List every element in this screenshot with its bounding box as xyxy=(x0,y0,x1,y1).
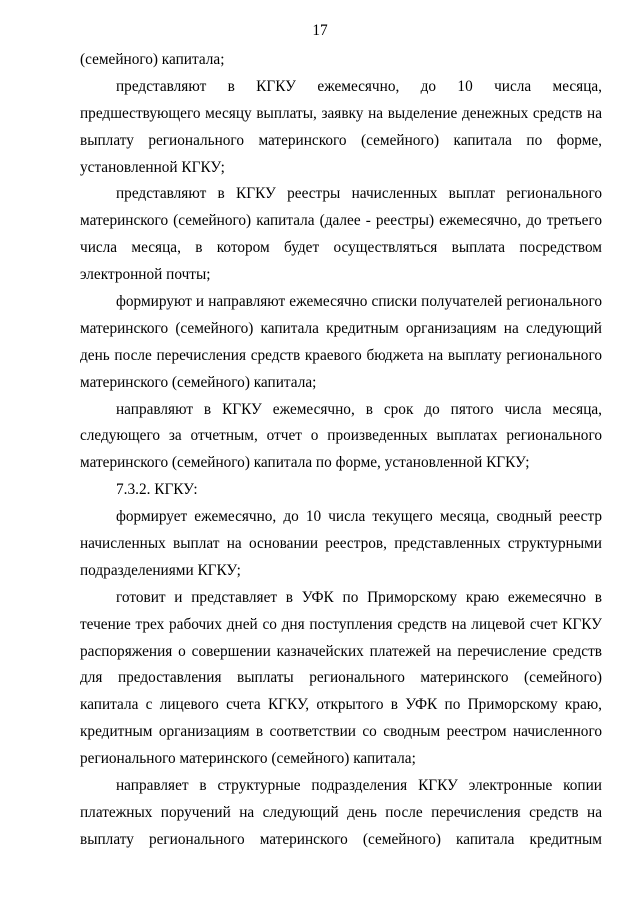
text-line: течение трех рабочих дней со дня поступления средств на лицевой счет КГКУ xyxy=(80,615,602,633)
text-line: для предоставления выплаты регионального материнского (семейного) xyxy=(80,669,602,687)
text-line: направляют в КГКУ ежемесячно, в срок до пятого числа месяца, xyxy=(116,400,602,418)
text-line: подразделениями КГКУ; xyxy=(80,561,241,579)
text-line: представляют в КГКУ ежемесячно, до 10 числа месяца, xyxy=(116,77,602,95)
text-line: распоряжения о совершении казначейских платежей на перечисление средств xyxy=(80,642,602,660)
text-line: (семейного) капитала; xyxy=(80,51,225,68)
text-line: выплату регионального материнского (семейного) капитала кредитным xyxy=(80,830,602,848)
text-line: день после перечисления средств краевого бюджета на выплату регионального xyxy=(80,346,602,364)
text-line: 7.3.2. КГКУ: xyxy=(116,481,198,499)
text-line: материнского (семейного) капитала кредитным организациям на следующий xyxy=(80,319,602,337)
text-line: числа месяца, в котором будет осуществляться выплата посредством xyxy=(80,239,602,257)
text-line: капитала с лицевого счета КГКУ, открытого в УФК по Приморскому краю, xyxy=(80,696,602,714)
text-line: начисленных выплат на основании реестров, представленных структурными xyxy=(80,535,602,553)
text-line: электронной почты; xyxy=(80,266,211,284)
page-number: 17 xyxy=(312,22,328,39)
document-body xyxy=(80,47,602,854)
text-line: установленной КГКУ; xyxy=(80,158,225,176)
text-line: материнского (семейного) капитала (далее - реестры) ежемесячно, до третьего xyxy=(80,212,602,230)
text-line: кредитным организациям в соответствии со сводным реестром начисленного xyxy=(80,723,602,741)
text-line: предшествующего месяцу выплаты, заявку на выделение денежных средств на xyxy=(80,104,602,122)
text-line: платежных поручений на следующий день после перечисления средств на xyxy=(80,803,602,821)
text-line: представляют в КГКУ реестры начисленных выплат регионального xyxy=(116,185,602,203)
text-line: выплату регионального материнского (семейного) капитала по форме, xyxy=(80,131,602,149)
text-line: регионального материнского (семейного) капитала; xyxy=(80,750,416,768)
text-line: материнского (семейного) капитала по форме, установленной КГКУ; xyxy=(80,454,530,472)
text-line: следующего за отчетным, отчет о произведенных выплатах регионального xyxy=(80,427,602,445)
text-line: формируют и направляют ежемесячно списки получателей регионального xyxy=(116,293,602,311)
text-line: готовит и представляет в УФК по Приморскому краю ежемесячно в xyxy=(116,588,602,606)
text-line: направляет в структурные подразделения КГКУ электронные копии xyxy=(116,777,602,795)
text-line: материнского (семейного) капитала; xyxy=(80,373,317,391)
text-line: формирует ежемесячно, до 10 числа текущего месяца, сводный реестр xyxy=(116,508,602,526)
